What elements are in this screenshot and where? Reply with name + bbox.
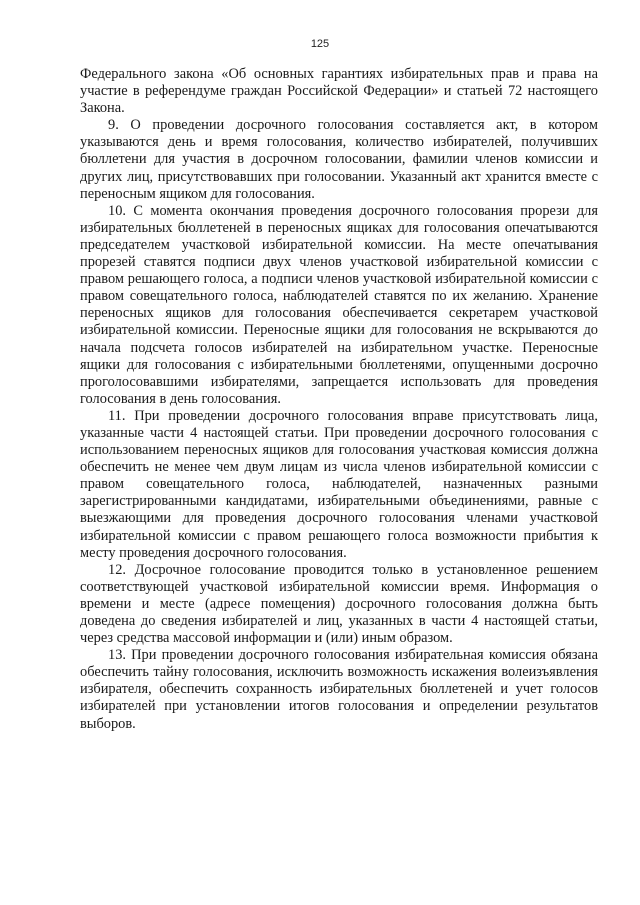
- paragraph-11: 11. При проведении досрочного голосования вправе присутствовать лица, указанные части 4 настоящей статьи. При проведении досрочного голосования с использованием переносных ящиков для голосования участковая комиссия должна обеспечить не менее чем двум лицам из числа членов избирательной комиссии с правом совещательного голоса, наблюдателей, назначенных разными зарегистрированными кандидатами, избирательными объединениями, равные с выезжающими для проведения досрочного голосования членами участковой избирательной комиссии с правом решающего голоса возможности прибытия к месту проведения досрочного голосования.: [80, 407, 598, 561]
- paragraph-13: 13. При проведении досрочного голосования избирательная комиссия обязана обеспечить тайну голосования, исключить возможность искажения волеизъявления избирателя, обеспечить сохранность избирательных бюллетеней и учет голосов избирателей при установлении итогов голосования и определении результатов выборов.: [80, 647, 598, 732]
- paragraph-12: 12. Досрочное голосование проводится только в установленное решением соответствующей участковой избирательной комиссии время. Информация о времени и месте (адресе помещения) досрочного голосования должна быть доведена до сведения избирателей и лиц, указанных в части 4 настоящей статьи, через средства массовой информации и (или) иным образом.: [80, 561, 598, 647]
- document-body: [80, 66, 598, 733]
- page-number: 125: [310, 38, 330, 50]
- paragraph-10: 10. С момента окончания проведения досрочного голосования прорези для избирательных бюллетеней в переносных ящиках для голосования опечатываются председателем участковой избирательной комиссии. На месте опечатывания прорезей ставятся подписи двух членов участковой избирательной комиссии с правом решающего голоса, а подписи членов участковой избирательной комиссии с правом совещательного голоса, наблюдателей ставятся по их желанию. Хранение переносных ящиков для голосования обеспечивается секретарем участковой избирательной комиссии. Переносные ящики для голосования не вскрываются до начала подсчета голосов избирателей на избирательном участке. Переносные ящики для голосования с избирательными бюллетенями, опущенными досрочно проголосовавшими избирателями, запрещается использовать для проведения голосования в день голосования.: [80, 202, 598, 407]
- paragraph-9: 9. О проведении досрочного голосования составляется акт, в котором указываются день и время голосования, количество избирателей, получивших бюллетени для участия в досрочном голосовании, фамилии членов комиссии и других лиц, присутствовавших при голосовании. Указанный акт хранится вместе с переносным ящиком для голосования.: [80, 117, 598, 202]
- paragraph-continuation: Федерального закона «Об основных гарантиях избирательных прав и права на участие в референдуме граждан Российской Федерации» и статьей 72 настоящего Закона.: [80, 66, 598, 117]
